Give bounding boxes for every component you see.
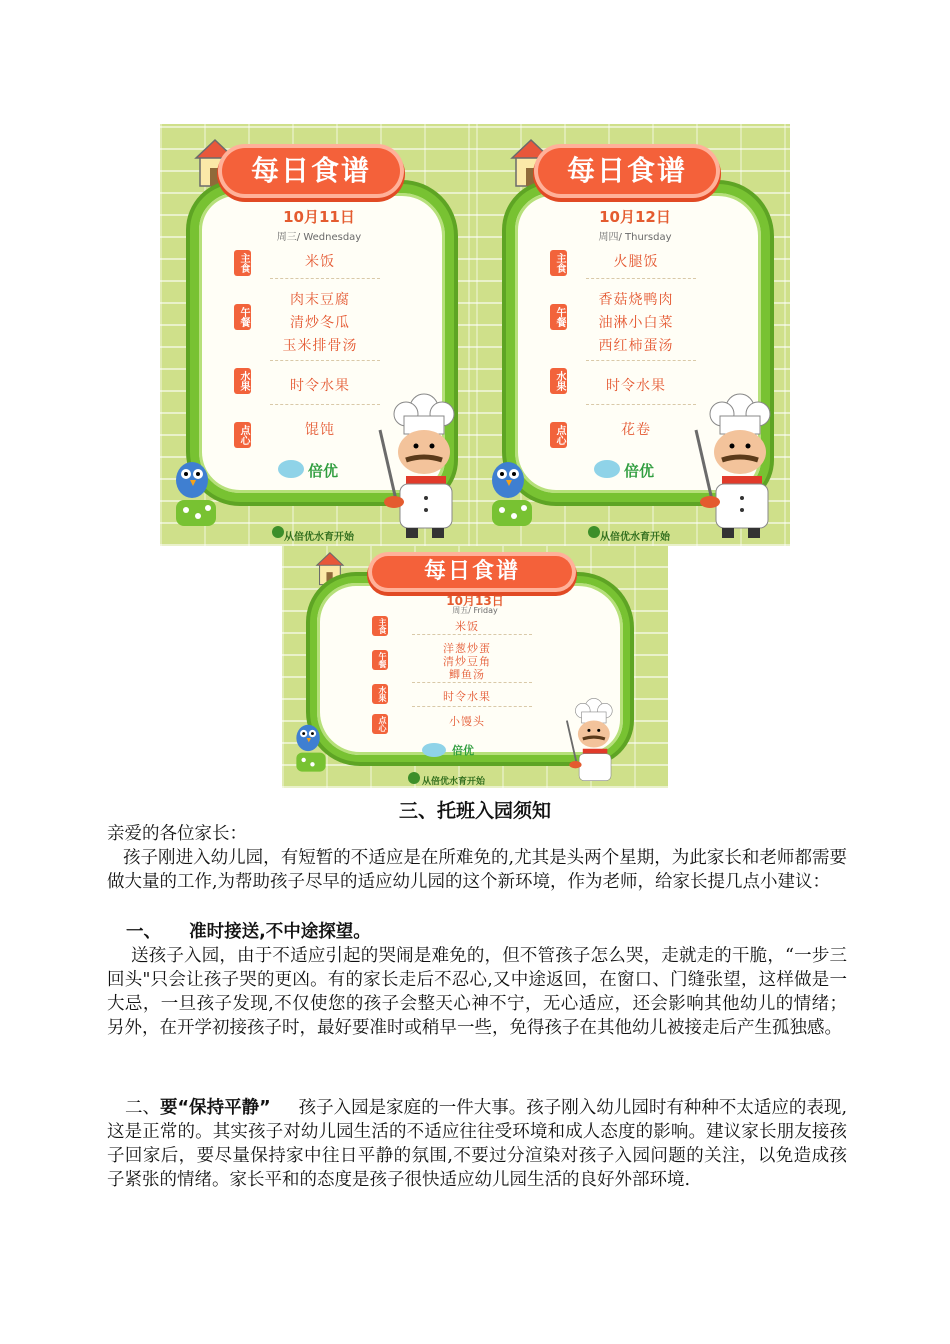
section2-heading: 要“保持平静” — [160, 1098, 271, 1118]
dish-fruit: 时令水果 — [290, 378, 350, 394]
category-lunch: 午餐 — [550, 304, 567, 330]
sprout-icon — [272, 526, 284, 538]
dish-staple: 火腿饭 — [613, 254, 659, 270]
bird-illustration — [286, 716, 336, 776]
menu-weekday: 周三/ Wednesday — [276, 232, 362, 243]
divider — [412, 682, 532, 683]
dish-lunch-2: 清炒豆角 — [443, 655, 491, 668]
brand-logo: 倍优 — [308, 462, 339, 480]
category-lunch: 午餐 — [372, 650, 388, 670]
dish-lunch-1: 洋葱炒蛋 — [443, 642, 491, 655]
divider — [412, 634, 532, 635]
logo-mark — [594, 460, 620, 478]
category-snack: 点心 — [234, 422, 251, 448]
section1-heading — [126, 918, 371, 943]
dish-fruit: 时令水果 — [606, 378, 666, 394]
divider — [270, 360, 380, 361]
dish-snack: 小馒头 — [449, 715, 485, 728]
dish-lunch-1: 肉末豆腐 — [290, 292, 350, 308]
section1-title: 准时接送,不中途探望。 — [189, 922, 371, 942]
divider — [586, 278, 696, 279]
logo-mark — [422, 743, 446, 757]
dish-lunch-3: 鲫鱼汤 — [449, 668, 485, 681]
dish-lunch-2: 清炒冬瓜 — [290, 315, 350, 331]
logo-mark — [278, 460, 304, 478]
section2-paragraph — [107, 1096, 847, 1192]
dish-lunch-2: 油淋小白菜 — [598, 315, 674, 331]
section1-body: 送孩子入园，由于不适应引起的哭闹是难免的，但不管孩子怎么哭，走就走的干脆，“一步三回头"只会让孩子哭的更凶。有的家长走后不忍心,又中途返回，在窗口、门缝张望，这样做是一大忌，一旦孩子发现,不仅使您的孩子会整天心神不宁，无心适应，还会影响其他幼儿的情绪；另外，在开学初接孩子时，最好要准时或稍早一些，免得孩子在其他幼儿被接走后产生孤独感。 — [107, 946, 847, 1038]
category-snack: 点心 — [372, 714, 388, 734]
menu-card-wednesday — [160, 124, 478, 546]
brand-logo: 倍优 — [624, 462, 655, 480]
dish-lunch-1: 香菇烧鸭肉 — [598, 292, 674, 308]
section1-number: 一、 — [126, 922, 161, 942]
dish-lunch-3: 西红柿蛋汤 — [598, 338, 674, 354]
bird-illustration — [480, 450, 544, 532]
menu-weekday: 周五/ Friday — [452, 606, 498, 615]
category-fruit: 水果 — [550, 368, 567, 394]
dish-snack: 馄饨 — [305, 422, 335, 438]
category-fruit: 水果 — [372, 684, 388, 704]
dish-lunch-3: 玉米排骨汤 — [282, 338, 358, 354]
menu-weekday: 周四/ Thursday — [598, 232, 672, 243]
dish-snack: 花卷 — [621, 422, 651, 438]
divider — [412, 706, 532, 707]
divider — [270, 278, 380, 279]
sprout-icon — [588, 526, 600, 538]
brand-logo: 倍优 — [452, 744, 474, 757]
bird-illustration — [164, 450, 228, 532]
divider — [270, 404, 380, 405]
menu-date: 10月11日 — [283, 208, 355, 226]
category-lunch: 午餐 — [234, 304, 251, 330]
greeting: 亲爱的各位家长： — [107, 824, 247, 844]
category-fruit: 水果 — [234, 368, 251, 394]
dish-staple: 米饭 — [305, 254, 335, 270]
category-staple: 主食 — [372, 616, 388, 636]
slogan: 从倍优水育开始 — [422, 777, 486, 787]
slogan: 从倍优水育开始 — [284, 532, 354, 543]
sprout-icon — [408, 772, 420, 784]
intro-paragraph: 孩子刚进入幼儿园，有短暂的不适应是在所难免的,尤其是头两个星期，为此家长和老师都需要做大量的工作,为帮助孩子尽早的适应幼儿园的这个新环境，作为老师，给家长提几点小建议： — [107, 848, 847, 892]
category-snack: 点心 — [550, 422, 567, 448]
chef-illustration — [552, 696, 632, 788]
category-staple: 主食 — [550, 250, 567, 276]
category-staple: 主食 — [234, 250, 251, 276]
chef-illustration — [366, 390, 476, 540]
menu-card-friday — [282, 546, 668, 788]
section-title: 三、托班入园须知 — [398, 800, 551, 822]
menu-card-thursday — [476, 124, 790, 546]
section2-body: 孩子入园是家庭的一件大事。孩子刚入幼儿园时有种种不太适应的表现,这是正常的。其实孩子对幼儿园生活的不适应往往受环境和成人态度的影响。建议家长朋友接孩子回家后，要尽量保持家中往日平静的氛围,不要过分渲染对孩子入园问题的关注，以免造成孩子紧张的情绪。家长平和的态度是孩子很快适应幼儿园生活的良好外部环境. — [107, 1098, 848, 1190]
dish-fruit: 时令水果 — [443, 690, 491, 703]
menu-banner: 每日食谱 — [372, 556, 572, 588]
chef-illustration — [682, 390, 790, 540]
slogan: 从倍优水育开始 — [600, 532, 670, 543]
divider — [586, 360, 696, 361]
section2-number: 二、 — [125, 1098, 161, 1118]
menu-date: 10月13日 — [446, 594, 504, 608]
menu-date: 10月12日 — [599, 208, 671, 226]
menu-banner: 每日食谱 — [222, 148, 400, 194]
divider — [586, 404, 696, 405]
dish-staple: 米饭 — [455, 620, 479, 633]
menu-banner: 每日食谱 — [538, 148, 716, 194]
